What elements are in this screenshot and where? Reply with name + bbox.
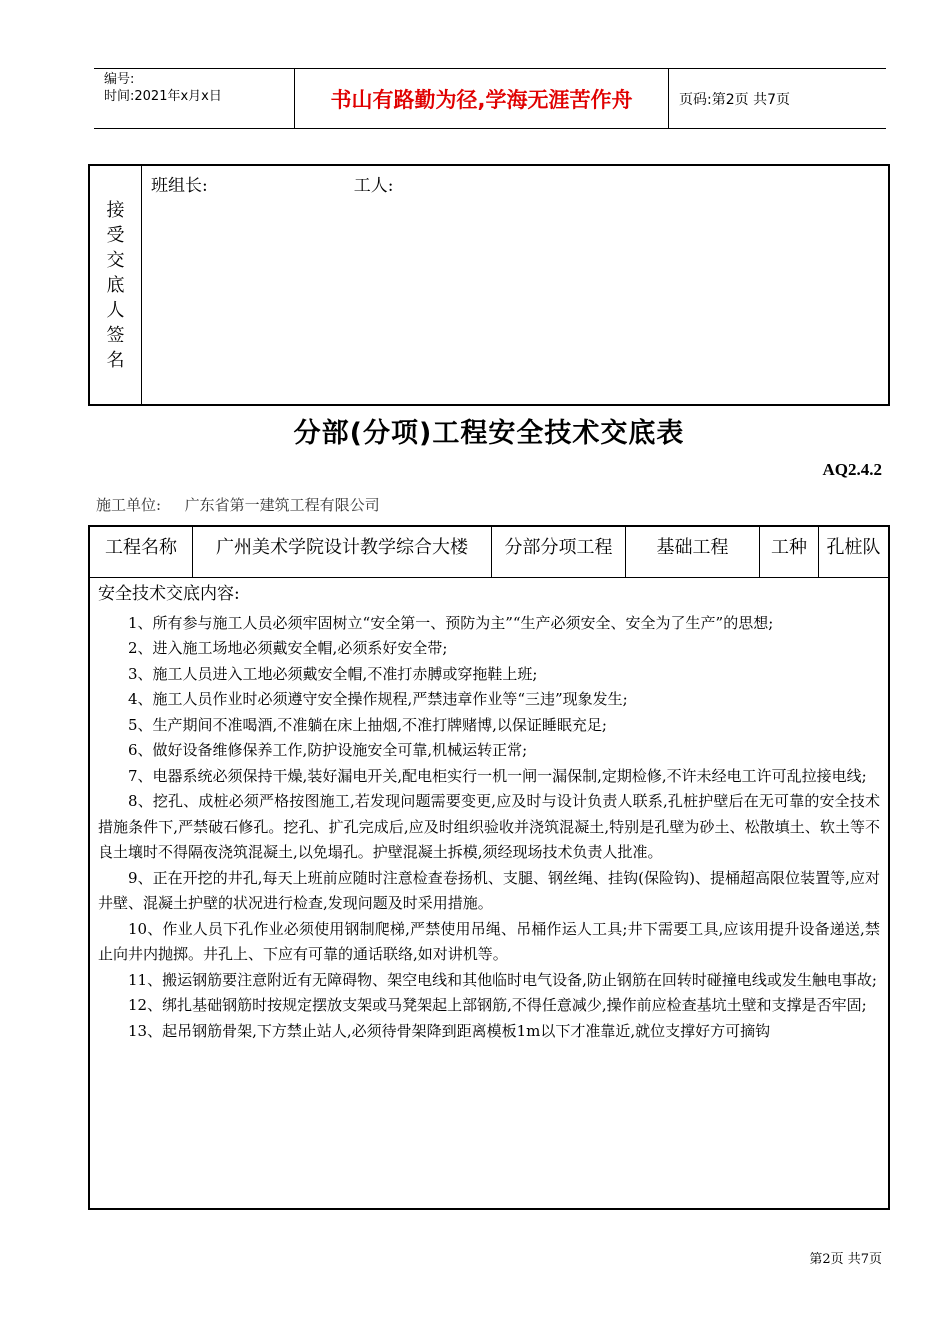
time-label: 时间:2021年x月x日	[104, 89, 222, 104]
serial-label: 编号:	[104, 72, 135, 87]
sub-project-label: 分部分项工程	[492, 527, 626, 577]
project-info-row	[90, 527, 888, 578]
construction-unit	[96, 494, 380, 515]
worker-label: 工人:	[353, 176, 394, 196]
header-motto: 书山有路勤为径,学海无涯苦作舟	[295, 69, 669, 128]
leader-label: 班组长:	[151, 176, 208, 196]
content-heading: 安全技术交底内容:	[98, 584, 240, 604]
project-name-label: 工程名称	[90, 527, 193, 577]
list-item: 11、搬运钢筋要注意附近有无障碍物、架空电线和其他临时电气设备,防止钢筋在回转时碰撞电线或发生触电事故;	[128, 970, 877, 989]
safety-table	[88, 525, 890, 1210]
trade: 孔桩队	[826, 537, 881, 558]
list-item: 3、施工人员进入工地必须戴安全帽,不准打赤膊或穿拖鞋上班;	[128, 664, 538, 683]
list-item: 5、生产期间不准喝酒,不准躺在床上抽烟,不准打牌赌博,以保证睡眠充足;	[128, 715, 607, 734]
list-item: 1、所有参与施工人员必须牢固树立“安全第一、预防为主”“生产必须安全、安全为了生产”的思想;	[128, 613, 774, 632]
list-item: 7、电器系统必须保持干燥,装好漏电开关,配电柜实行一机一闸一漏保制,定期检修,不许未经电工许可乱拉接电线;	[128, 766, 867, 785]
page-footer: 第2页 共7页	[809, 1252, 882, 1267]
unit-label: 施工单位:	[96, 496, 162, 514]
project-name: 广州美术学院设计教学综合大楼	[193, 527, 492, 577]
signature-label: 接受交底人签名	[106, 199, 125, 371]
header-meta	[94, 69, 295, 128]
list-item: 4、施工人员作业时必须遵守安全操作规程,严禁违章作业等“三违”现象发生;	[128, 690, 628, 708]
signature-body	[142, 166, 888, 404]
signature-label-cell	[90, 166, 142, 404]
signature-box	[88, 164, 890, 406]
unit-value: 广东省第一建筑工程有限公司	[184, 496, 380, 514]
trade-label: 工种	[760, 527, 819, 577]
header-page-info: 页码:第2页 共7页	[679, 91, 790, 108]
page-title: 分部(分项)工程安全技术交底表	[293, 418, 685, 449]
list-item: 9、正在开挖的井孔,每天上班前应随时注意检查卷扬机、支腿、钢丝绳、挂钩(保险钩)、提桶超高限位装置等,应对井壁、混凝土护壁的状况进行检查,发现问题及时采用措施。	[98, 868, 880, 912]
list-item: 12、绑扎基础钢筋时按规定摆放支架或马凳架起上部钢筋,不得任意减少,操作前应检查基坑土壁和支撑是否牢固;	[128, 996, 867, 1014]
list-item: 2、进入施工场地必须戴安全帽,必须系好安全带;	[128, 639, 448, 657]
safety-content	[90, 578, 888, 1044]
sub-project: 基础工程	[626, 527, 760, 577]
page-header	[94, 68, 886, 129]
list-item: 10、作业人员下孔作业必须使用钢制爬梯,严禁使用吊绳、吊桶作运人工具;井下需要工具,应该用提升设备递送,禁止向井内抛掷。井孔上、下应有可靠的通话联络,如对讲机等。	[98, 919, 880, 963]
list-item: 6、做好设备维修保养工作,防护设施安全可靠,机械运转正常;	[128, 741, 528, 759]
form-code: AQ2.4.2	[822, 460, 882, 479]
list-item: 13、起吊钢筋骨架,下方禁止站人,必须待骨架降到距离模板1m以下才准靠近,就位支撑好方可摘钩	[128, 1021, 771, 1040]
list-item: 8、挖孔、成桩必须严格按图施工,若发现问题需要变更,应及时与设计负责人联系,孔桩护壁后在无可靠的安全技术措施条件下,严禁破石修孔。挖孔、扩孔完成后,应及时组织验收并浇筑混凝土,特别是孔壁为砂土、松散填土、软土等不良土壤时不得隔夜浇筑混凝土,以免塌孔。护壁混凝土拆模,须经现场技术负责人批准。	[98, 792, 880, 861]
